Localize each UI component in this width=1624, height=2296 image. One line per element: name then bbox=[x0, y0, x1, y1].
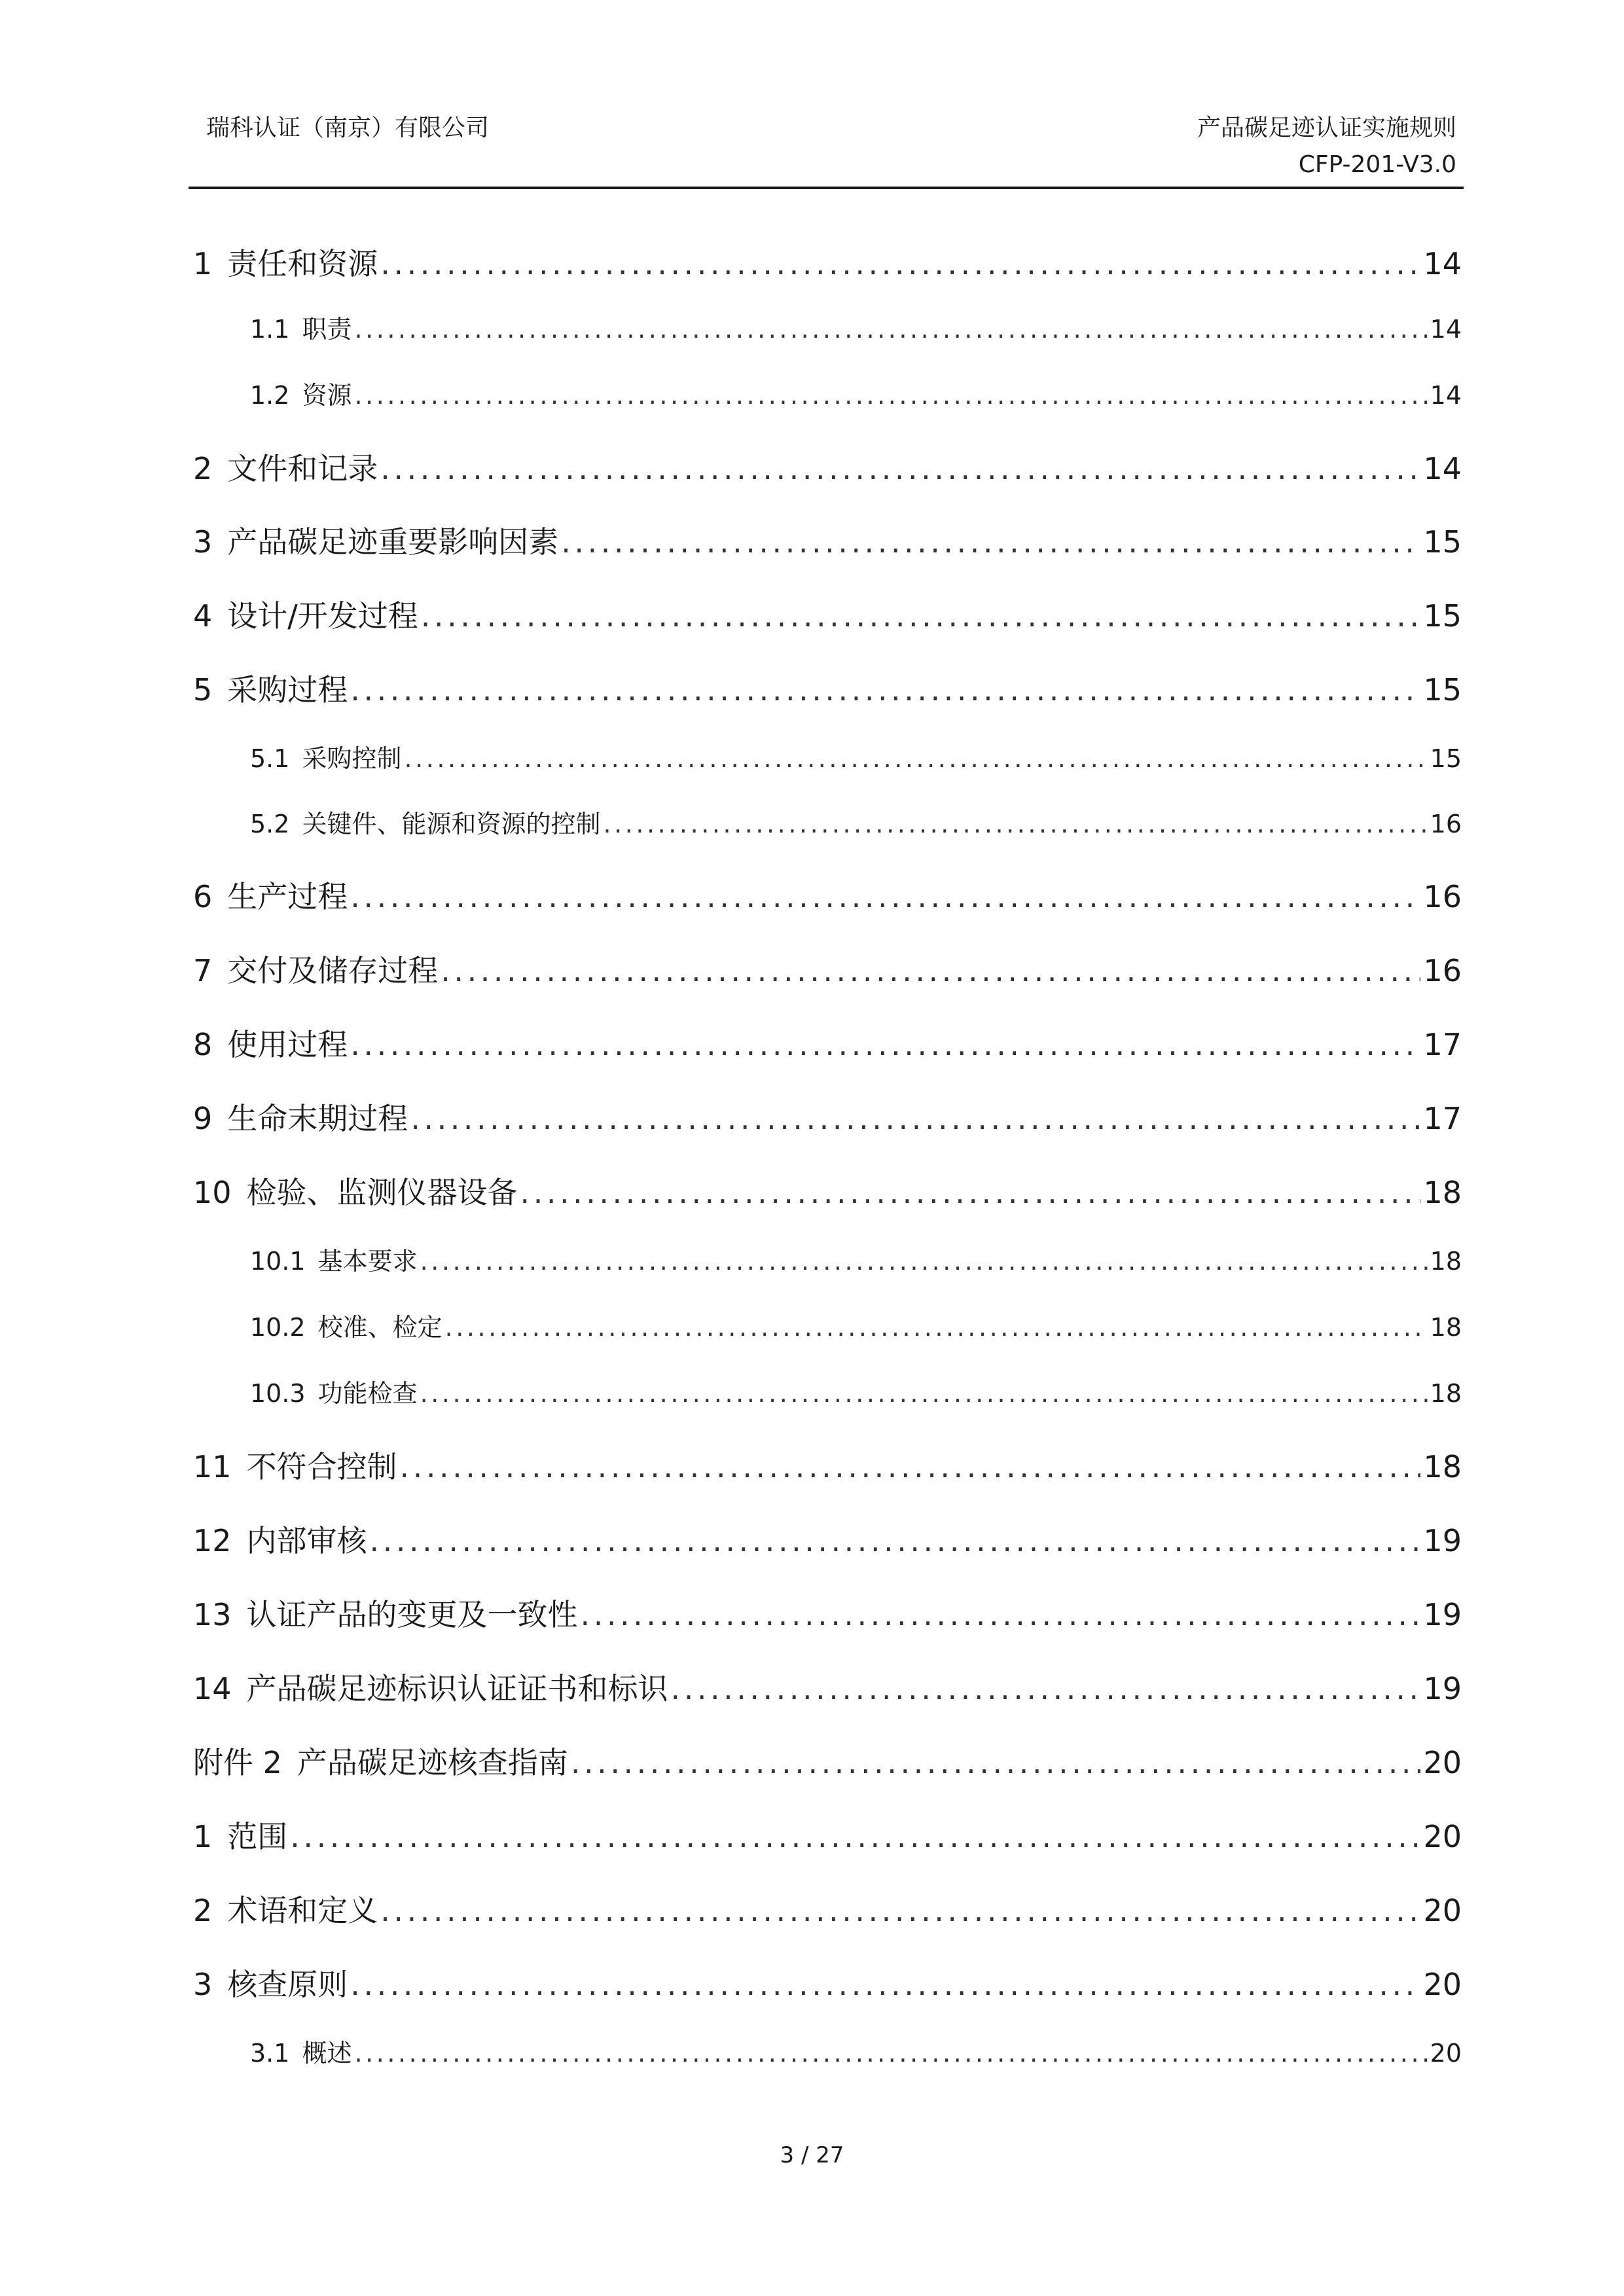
toc-dot-leader bbox=[380, 442, 1420, 495]
company-name: 瑞科认证（南京）有限公司 bbox=[206, 115, 490, 141]
toc-entry-title: 术语和定义 bbox=[227, 1893, 378, 1928]
toc-page-number: 16 bbox=[1430, 810, 1462, 838]
toc-entry-title: 生命末期过程 bbox=[227, 1101, 408, 1136]
toc-dot-leader bbox=[571, 1736, 1421, 1789]
page-indicator: 3 / 27 bbox=[780, 2142, 844, 2168]
toc-entry-title: 概述 bbox=[302, 2039, 352, 2068]
toc-entry-number: 14 bbox=[193, 1671, 232, 1706]
toc-dot-leader bbox=[581, 1588, 1421, 1641]
toc-page-number: 15 bbox=[1423, 672, 1462, 708]
toc-dot-leader bbox=[671, 1662, 1421, 1715]
toc-dot-leader bbox=[370, 1515, 1421, 1567]
toc-dot-leader bbox=[561, 516, 1420, 568]
toc-entry-title: 检验、监测仪器设备 bbox=[246, 1175, 518, 1210]
toc-page-number: 15 bbox=[1430, 744, 1462, 773]
toc-entry[interactable] bbox=[250, 1304, 1462, 1350]
toc-dot-leader bbox=[354, 2030, 1427, 2076]
toc-page-number: 19 bbox=[1423, 1523, 1462, 1558]
toc-entry-number: 5.1 bbox=[250, 744, 290, 773]
toc-dot-leader bbox=[350, 870, 1420, 923]
toc-entry[interactable] bbox=[250, 1371, 1462, 1416]
toc-page-number: 17 bbox=[1423, 1101, 1462, 1136]
toc-dot-leader bbox=[603, 801, 1427, 847]
toc-entry-title: 范围 bbox=[227, 1819, 288, 1854]
toc-entry-number: 6 bbox=[193, 879, 213, 914]
toc-entry-number: 1.2 bbox=[250, 381, 290, 410]
toc-entry[interactable] bbox=[250, 306, 1462, 352]
toc-entry[interactable] bbox=[250, 801, 1462, 847]
toc-page-number: 17 bbox=[1423, 1027, 1462, 1062]
toc-dot-leader bbox=[420, 1238, 1428, 1284]
toc-entry[interactable] bbox=[250, 1238, 1462, 1284]
toc-entry-title: 校准、检定 bbox=[317, 1313, 442, 1342]
toc-dot-leader bbox=[400, 1441, 1421, 1493]
toc-entry-number: 11 bbox=[193, 1449, 232, 1484]
toc-entry-title: 核查原则 bbox=[227, 1967, 348, 2002]
toc-entry-title: 交付及储存过程 bbox=[227, 953, 439, 988]
toc-entry-number: 10.2 bbox=[250, 1313, 306, 1342]
toc-dot-leader bbox=[290, 1810, 1420, 1863]
toc-dot-leader bbox=[380, 1884, 1420, 1937]
toc-entry[interactable] bbox=[193, 590, 1462, 642]
toc-entry-number: 3 bbox=[193, 1967, 213, 2002]
toc-entry[interactable] bbox=[193, 1958, 1462, 2011]
toc-dot-leader bbox=[520, 1166, 1421, 1219]
toc-entry-number: 5.2 bbox=[250, 810, 290, 838]
toc-page-number: 14 bbox=[1423, 451, 1462, 486]
toc-entry-title: 使用过程 bbox=[227, 1027, 348, 1062]
toc-page-number: 20 bbox=[1423, 1893, 1462, 1928]
toc-entry-number: 10.1 bbox=[250, 1247, 306, 1276]
toc-page-number: 20 bbox=[1430, 2039, 1462, 2068]
toc-page-number: 16 bbox=[1423, 879, 1462, 914]
toc-page-number: 20 bbox=[1423, 1819, 1462, 1854]
toc-entry-title: 基本要求 bbox=[317, 1247, 418, 1276]
toc-page-number: 14 bbox=[1430, 315, 1462, 344]
toc-entry-number: 2 bbox=[193, 451, 213, 486]
toc-page-number: 20 bbox=[1423, 1967, 1462, 2002]
toc-entry-title: 不符合控制 bbox=[246, 1449, 397, 1484]
toc-entry-title: 采购过程 bbox=[227, 672, 348, 708]
toc-page-number: 19 bbox=[1423, 1671, 1462, 1706]
toc-entry[interactable] bbox=[193, 944, 1462, 997]
toc-entry-title: 设计/开发过程 bbox=[227, 598, 418, 634]
toc-dot-leader bbox=[350, 664, 1420, 716]
toc-page-number: 19 bbox=[1423, 1597, 1462, 1632]
toc-dot-leader bbox=[445, 1304, 1428, 1350]
toc-entry[interactable] bbox=[250, 2030, 1462, 2076]
toc-dot-leader bbox=[354, 372, 1427, 418]
toc-page-number: 14 bbox=[1423, 246, 1462, 281]
toc-entry-title: 责任和资源 bbox=[227, 246, 378, 281]
toc-dot-leader bbox=[441, 944, 1420, 997]
toc-entry-number: 3 bbox=[193, 524, 213, 560]
toc-page-number: 18 bbox=[1430, 1379, 1462, 1408]
toc-entry[interactable] bbox=[193, 1736, 1462, 1789]
toc-dot-leader bbox=[350, 1018, 1420, 1071]
toc-entry-title: 资源 bbox=[302, 381, 352, 410]
toc-entry[interactable] bbox=[193, 1884, 1462, 1937]
toc-entry-number: 1 bbox=[193, 1819, 213, 1854]
toc-entry-number: 5 bbox=[193, 672, 213, 708]
toc-page-number: 15 bbox=[1423, 524, 1462, 560]
toc-entry-title: 关键件、能源和资源的控制 bbox=[302, 810, 601, 838]
toc-entry-title: 产品碳足迹重要影响因素 bbox=[227, 524, 559, 560]
toc-entry-title: 职责 bbox=[302, 315, 352, 344]
toc-page-number: 18 bbox=[1430, 1313, 1462, 1342]
toc-dot-leader bbox=[350, 1958, 1420, 2011]
toc-entry[interactable] bbox=[250, 736, 1462, 781]
toc-entry-number: 13 bbox=[193, 1597, 232, 1632]
toc-entry-number: 12 bbox=[193, 1523, 232, 1558]
toc-entry-number: 7 bbox=[193, 953, 213, 988]
toc-page-number: 18 bbox=[1430, 1247, 1462, 1276]
toc-page-number: 18 bbox=[1423, 1175, 1462, 1210]
toc-entry-number: 10 bbox=[193, 1175, 232, 1210]
toc-entry-number: 1.1 bbox=[250, 315, 290, 344]
toc-entry-title: 采购控制 bbox=[302, 744, 402, 773]
toc-page-number: 18 bbox=[1423, 1449, 1462, 1484]
toc-entry-number: 8 bbox=[193, 1027, 213, 1062]
toc-entry-title: 认证产品的变更及一致性 bbox=[246, 1597, 578, 1632]
toc-entry-number: 2 bbox=[193, 1893, 213, 1928]
toc-entry-number: 10.3 bbox=[250, 1379, 306, 1408]
document-code: CFP-201-V3.0 bbox=[1298, 151, 1456, 178]
toc-dot-leader bbox=[410, 1092, 1420, 1145]
toc-entry[interactable] bbox=[193, 516, 1462, 568]
toc-entry[interactable] bbox=[193, 238, 1462, 290]
toc-page-number: 14 bbox=[1430, 381, 1462, 410]
toc-dot-leader bbox=[420, 1371, 1428, 1416]
toc-entry[interactable] bbox=[193, 1810, 1462, 1863]
toc-entry-title: 文件和记录 bbox=[227, 451, 378, 486]
toc-entry-number: 3.1 bbox=[250, 2039, 290, 2068]
toc-entry[interactable] bbox=[193, 1092, 1462, 1145]
toc-entry-number: 附件 2 bbox=[193, 1745, 282, 1780]
toc-entry[interactable] bbox=[193, 1588, 1462, 1641]
toc-entry[interactable] bbox=[193, 1441, 1462, 1493]
toc-entry[interactable] bbox=[193, 1018, 1462, 1071]
toc-entry-number: 4 bbox=[193, 598, 213, 634]
document-title: 产品碳足迹认证实施规则 bbox=[1197, 115, 1456, 141]
toc-entry[interactable] bbox=[193, 1166, 1462, 1219]
toc-dot-leader bbox=[404, 736, 1427, 781]
toc-entry-title: 产品碳足迹核查指南 bbox=[297, 1745, 568, 1780]
toc-entry-title: 功能检查 bbox=[317, 1379, 418, 1408]
toc-page-number: 16 bbox=[1423, 953, 1462, 988]
toc-entry-title: 内部审核 bbox=[246, 1523, 367, 1558]
toc-entry[interactable] bbox=[193, 870, 1462, 923]
toc-entry-title: 产品碳足迹标识认证证书和标识 bbox=[246, 1671, 668, 1706]
toc-entry[interactable] bbox=[193, 1662, 1462, 1715]
toc-page-number: 15 bbox=[1423, 598, 1462, 634]
toc-entry[interactable] bbox=[250, 372, 1462, 418]
toc-entry-title: 生产过程 bbox=[227, 879, 348, 914]
toc-entry[interactable] bbox=[193, 664, 1462, 716]
toc-entry[interactable] bbox=[193, 1515, 1462, 1567]
toc-entry-number: 1 bbox=[193, 246, 213, 281]
toc-dot-leader bbox=[421, 590, 1421, 642]
toc-entry[interactable] bbox=[193, 442, 1462, 495]
toc-dot-leader bbox=[380, 238, 1420, 290]
toc-dot-leader bbox=[354, 306, 1427, 352]
toc-page-number: 20 bbox=[1423, 1745, 1462, 1780]
toc-entry-number: 9 bbox=[193, 1101, 213, 1136]
